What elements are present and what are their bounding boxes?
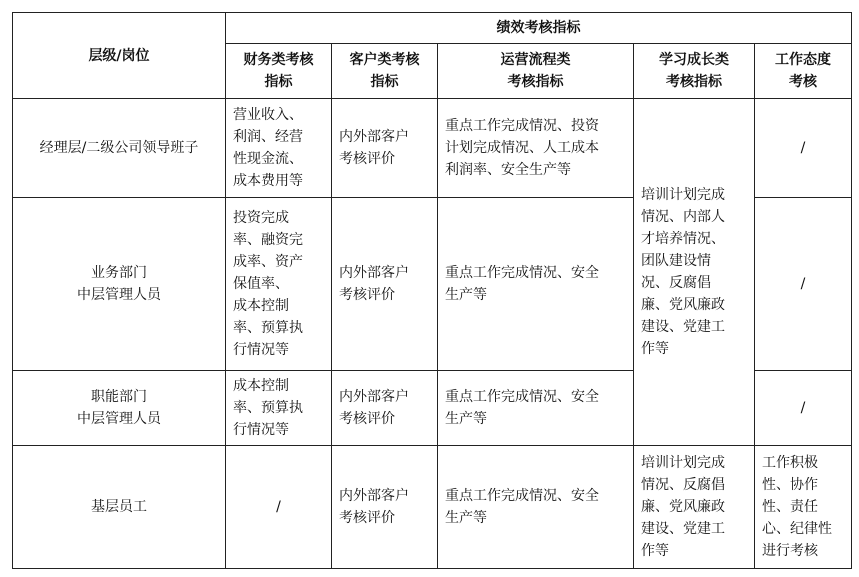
header-attitude: 工作态度 考核 (755, 44, 852, 99)
customer-cell: 内外部客户 考核评价 (332, 99, 438, 198)
finance-cell: 营业收入、 利润、经营 性现金流、 成本费用等 (226, 99, 332, 198)
growth-cell-shared: 培训计划完成 情况、内部人 才培养情况、 团队建设情 况、反腐倡 廉、党风廉政 建设、党建工 作等 (634, 99, 755, 446)
level-cell: 经理层/二级公司领导班子 (13, 99, 226, 198)
level-cell: 业务部门 中层管理人员 (13, 198, 226, 371)
finance-cell: 成本控制 率、预算执 行情况等 (226, 371, 332, 446)
attitude-cell: 工作积极 性、协作 性、责任 心、纪律性 进行考核 (755, 446, 852, 569)
attitude-cell: / (755, 99, 852, 198)
performance-table (12, 12, 852, 569)
finance-cell: 投资完成 率、融资完 成率、资产 保值率、 成本控制 率、预算执 行情况等 (226, 198, 332, 371)
customer-cell: 内外部客户 考核评价 (332, 371, 438, 446)
attitude-cell: / (755, 371, 852, 446)
attitude-cell: / (755, 198, 852, 371)
growth-cell: 培训计划完成 情况、反腐倡 廉、党风廉政 建设、党建工 作等 (634, 446, 755, 569)
header-level: 层级/岗位 (13, 13, 226, 99)
header-group: 绩效考核指标 (226, 13, 852, 44)
operation-cell: 重点工作完成情况、投资 计划完成情况、人工成本 利润率、安全生产等 (438, 99, 634, 198)
operation-cell: 重点工作完成情况、安全 生产等 (438, 371, 634, 446)
finance-cell: / (226, 446, 332, 569)
operation-cell: 重点工作完成情况、安全 生产等 (438, 198, 634, 371)
table-row (13, 99, 852, 198)
customer-cell: 内外部客户 考核评价 (332, 198, 438, 371)
header-finance: 财务类考核 指标 (226, 44, 332, 99)
level-cell: 基层员工 (13, 446, 226, 569)
level-cell: 职能部门 中层管理人员 (13, 371, 226, 446)
header-operation: 运营流程类 考核指标 (438, 44, 634, 99)
table-row (13, 446, 852, 569)
operation-cell: 重点工作完成情况、安全 生产等 (438, 446, 634, 569)
header-growth: 学习成长类 考核指标 (634, 44, 755, 99)
header-customer: 客户类考核 指标 (332, 44, 438, 99)
customer-cell: 内外部客户 考核评价 (332, 446, 438, 569)
